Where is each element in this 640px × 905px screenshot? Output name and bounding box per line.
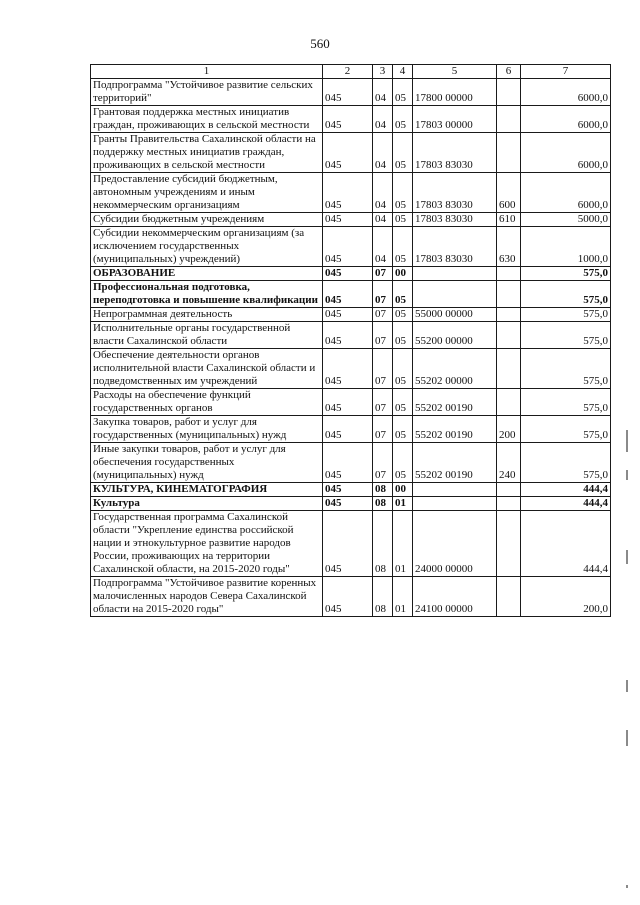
row-expense-type-cell (497, 281, 521, 308)
row-name-cell: Иные закупки товаров, работ и услуг для обеспечения государственных (муниципальных) нужд (91, 443, 323, 483)
row-target-article-cell: 55202 00190 (413, 416, 497, 443)
row-section-cell: 08 (373, 483, 393, 497)
row-expense-type-cell: 600 (497, 173, 521, 213)
row-section-cell: 04 (373, 227, 393, 267)
row-section-cell: 08 (373, 511, 393, 577)
row-subsection-cell: 05 (393, 349, 413, 389)
row-ved-cell: 045 (323, 577, 373, 617)
row-amount-cell: 1000,0 (521, 227, 611, 267)
row-expense-type-cell (497, 133, 521, 173)
row-name-cell: Культура (91, 497, 323, 511)
row-name-cell: Закупка товаров, работ и услуг для государственных (муниципальных) нужд (91, 416, 323, 443)
table-row (91, 443, 611, 483)
row-name-cell: КУЛЬТУРА, КИНЕМАТОГРАФИЯ (91, 483, 323, 497)
row-amount-cell: 575,0 (521, 349, 611, 389)
row-ved-cell: 045 (323, 173, 373, 213)
row-amount-cell: 6000,0 (521, 79, 611, 106)
row-section-cell: 07 (373, 349, 393, 389)
table-row (91, 349, 611, 389)
row-subsection-cell: 05 (393, 322, 413, 349)
column-header: 4 (393, 65, 413, 79)
table-row (91, 389, 611, 416)
row-section-cell: 07 (373, 443, 393, 483)
row-expense-type-cell (497, 106, 521, 133)
table-body (91, 65, 611, 617)
row-amount-cell: 575,0 (521, 443, 611, 483)
row-amount-cell: 575,0 (521, 416, 611, 443)
column-header: 5 (413, 65, 497, 79)
row-subsection-cell: 01 (393, 497, 413, 511)
row-amount-cell: 5000,0 (521, 213, 611, 227)
scan-artifact-marks (622, 430, 636, 890)
row-name-cell: Подпрограмма "Устойчивое развитие коренных малочисленных народов Севера Сахалинской области на 2015-2020 годы" (91, 577, 323, 617)
table-row (91, 577, 611, 617)
row-target-article-cell: 17803 83030 (413, 213, 497, 227)
row-expense-type-cell (497, 322, 521, 349)
table-row (91, 322, 611, 349)
table-row (91, 308, 611, 322)
row-amount-cell: 575,0 (521, 281, 611, 308)
row-section-cell: 07 (373, 416, 393, 443)
row-expense-type-cell (497, 389, 521, 416)
row-expense-type-cell: 240 (497, 443, 521, 483)
row-ved-cell: 045 (323, 483, 373, 497)
row-expense-type-cell (497, 267, 521, 281)
row-ved-cell: 045 (323, 443, 373, 483)
row-section-cell: 07 (373, 281, 393, 308)
row-ved-cell: 045 (323, 322, 373, 349)
row-target-article-cell: 17803 83030 (413, 173, 497, 213)
row-name-cell: Подпрограмма "Устойчивое развитие сельских территорий" (91, 79, 323, 106)
row-target-article-cell: 55202 00000 (413, 349, 497, 389)
column-header: 6 (497, 65, 521, 79)
row-target-article-cell: 17803 00000 (413, 106, 497, 133)
row-amount-cell: 6000,0 (521, 173, 611, 213)
row-name-cell: ОБРАЗОВАНИЕ (91, 267, 323, 281)
row-subsection-cell: 05 (393, 443, 413, 483)
row-expense-type-cell (497, 79, 521, 106)
row-target-article-cell: 17800 00000 (413, 79, 497, 106)
row-amount-cell: 575,0 (521, 322, 611, 349)
table-row (91, 133, 611, 173)
row-subsection-cell: 05 (393, 133, 413, 173)
row-ved-cell: 045 (323, 389, 373, 416)
row-ved-cell: 045 (323, 497, 373, 511)
row-amount-cell: 575,0 (521, 308, 611, 322)
row-section-cell: 07 (373, 308, 393, 322)
row-target-article-cell: 55202 00190 (413, 389, 497, 416)
row-name-cell: Профессиональная подготовка, переподготовка и повышение квалификации (91, 281, 323, 308)
row-section-cell: 04 (373, 213, 393, 227)
row-amount-cell: 575,0 (521, 389, 611, 416)
row-name-cell: Субсидии бюджетным учреждениям (91, 213, 323, 227)
row-amount-cell: 6000,0 (521, 133, 611, 173)
row-section-cell: 07 (373, 389, 393, 416)
table-row (91, 483, 611, 497)
table-header-row (91, 65, 611, 79)
row-subsection-cell: 05 (393, 389, 413, 416)
row-subsection-cell: 00 (393, 483, 413, 497)
row-expense-type-cell: 200 (497, 416, 521, 443)
column-header: 1 (91, 65, 323, 79)
row-subsection-cell: 01 (393, 577, 413, 617)
row-ved-cell: 045 (323, 308, 373, 322)
row-ved-cell: 045 (323, 213, 373, 227)
row-target-article-cell: 55000 00000 (413, 308, 497, 322)
row-expense-type-cell (497, 577, 521, 617)
row-subsection-cell: 05 (393, 308, 413, 322)
row-name-cell: Грантовая поддержка местных инициатив граждан, проживающих в сельской местности (91, 106, 323, 133)
row-expense-type-cell: 610 (497, 213, 521, 227)
row-subsection-cell: 05 (393, 281, 413, 308)
row-target-article-cell (413, 497, 497, 511)
row-target-article-cell (413, 483, 497, 497)
row-expense-type-cell (497, 483, 521, 497)
row-target-article-cell: 55200 00000 (413, 322, 497, 349)
row-target-article-cell (413, 281, 497, 308)
row-ved-cell: 045 (323, 79, 373, 106)
table-row (91, 497, 611, 511)
row-subsection-cell: 05 (393, 416, 413, 443)
row-target-article-cell: 17803 83030 (413, 227, 497, 267)
column-header: 7 (521, 65, 611, 79)
row-subsection-cell: 05 (393, 106, 413, 133)
row-subsection-cell: 05 (393, 173, 413, 213)
row-subsection-cell: 01 (393, 511, 413, 577)
row-name-cell: Расходы на обеспечение функций государственных органов (91, 389, 323, 416)
table-row (91, 213, 611, 227)
row-ved-cell: 045 (323, 227, 373, 267)
row-name-cell: Предоставление субсидий бюджетным, автономным учреждениям и иным некоммерческим организациям (91, 173, 323, 213)
table-row (91, 173, 611, 213)
page-number: 560 (310, 36, 330, 51)
row-target-article-cell: 24000 00000 (413, 511, 497, 577)
row-section-cell: 08 (373, 497, 393, 511)
row-target-article-cell: 55202 00190 (413, 443, 497, 483)
table-row (91, 511, 611, 577)
row-subsection-cell: 05 (393, 79, 413, 106)
row-name-cell: Исполнительные органы государственной власти Сахалинской области (91, 322, 323, 349)
row-target-article-cell: 24100 00000 (413, 577, 497, 617)
row-section-cell: 04 (373, 106, 393, 133)
row-ved-cell: 045 (323, 281, 373, 308)
row-name-cell: Государственная программа Сахалинской области "Укрепление единства российской нации и этнокультурное развитие народов России, проживающих на территории Сахалинской области, на 2015-2020 годы" (91, 511, 323, 577)
table-row (91, 416, 611, 443)
row-name-cell: Гранты Правительства Сахалинской области на поддержку местных инициатив граждан, проживающих в сельской местности (91, 133, 323, 173)
row-ved-cell: 045 (323, 416, 373, 443)
row-name-cell: Непрограммная деятельность (91, 308, 323, 322)
row-ved-cell: 045 (323, 267, 373, 281)
table-row (91, 227, 611, 267)
row-target-article-cell: 17803 83030 (413, 133, 497, 173)
row-name-cell: Обеспечение деятельности органов исполнительной власти Сахалинской области и подведомственных им учреждений (91, 349, 323, 389)
row-section-cell: 04 (373, 79, 393, 106)
row-subsection-cell: 05 (393, 227, 413, 267)
row-ved-cell: 045 (323, 511, 373, 577)
row-amount-cell: 200,0 (521, 577, 611, 617)
row-amount-cell: 575,0 (521, 267, 611, 281)
row-amount-cell: 444,4 (521, 511, 611, 577)
table-row (91, 106, 611, 133)
table-row (91, 79, 611, 106)
row-expense-type-cell: 630 (497, 227, 521, 267)
row-amount-cell: 6000,0 (521, 106, 611, 133)
row-ved-cell: 045 (323, 133, 373, 173)
row-section-cell: 04 (373, 133, 393, 173)
column-header: 3 (373, 65, 393, 79)
row-section-cell: 07 (373, 322, 393, 349)
table-row (91, 281, 611, 308)
column-header: 2 (323, 65, 373, 79)
row-amount-cell: 444,4 (521, 497, 611, 511)
row-subsection-cell: 05 (393, 213, 413, 227)
row-name-cell: Субсидии некоммерческим организациям (за исключением государственных (муниципальных) учреждений) (91, 227, 323, 267)
row-amount-cell: 444,4 (521, 483, 611, 497)
row-expense-type-cell (497, 511, 521, 577)
budget-table (90, 64, 611, 617)
row-section-cell: 08 (373, 577, 393, 617)
row-expense-type-cell (497, 308, 521, 322)
row-target-article-cell (413, 267, 497, 281)
row-section-cell: 04 (373, 173, 393, 213)
row-ved-cell: 045 (323, 106, 373, 133)
row-expense-type-cell (497, 497, 521, 511)
row-expense-type-cell (497, 349, 521, 389)
row-subsection-cell: 00 (393, 267, 413, 281)
row-ved-cell: 045 (323, 349, 373, 389)
table-row (91, 267, 611, 281)
row-section-cell: 07 (373, 267, 393, 281)
